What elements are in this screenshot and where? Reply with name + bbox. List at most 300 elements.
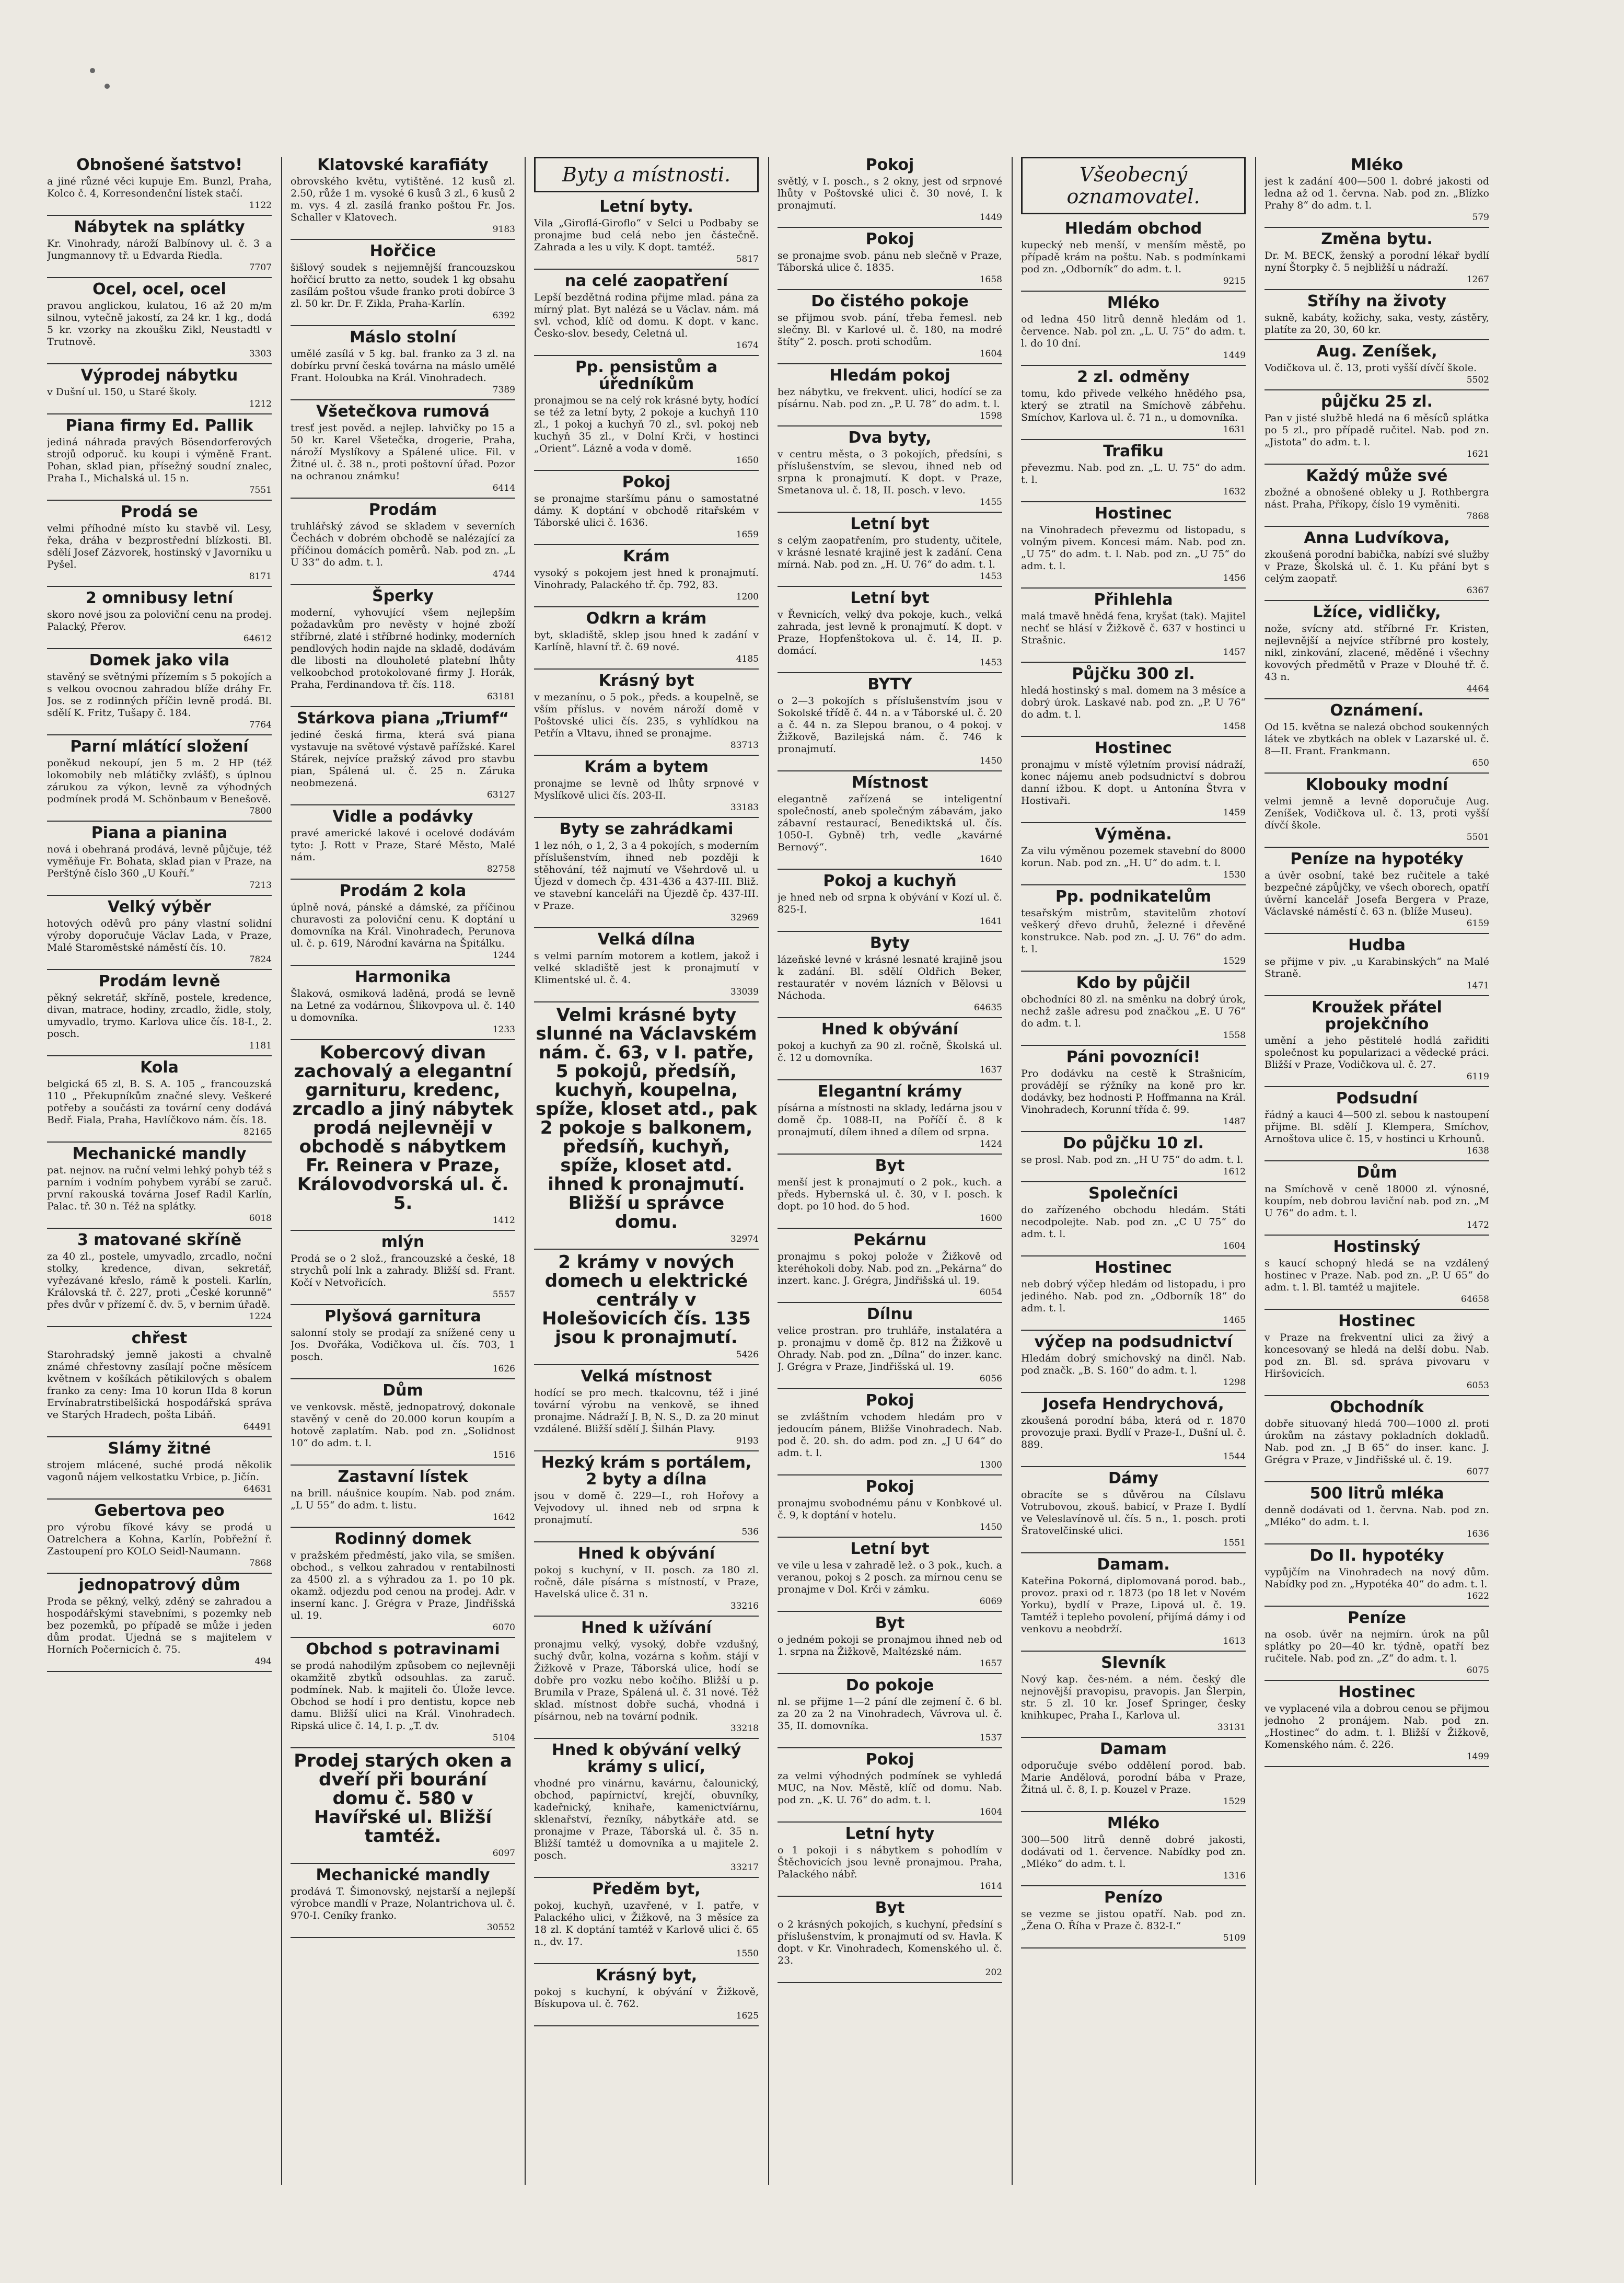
ad-body: Starohradský jemně jakosti a chvalně známé chřestovny zasílají počne měsícem květnem v košíkách pětikilových s obalem franko za ceny: Ima 10 korun IIda 8 korun Ervínabratrstibelšická hospodářská správa ve Starých Hradech, pošta Libáň. xyxy=(47,1349,272,1421)
classified-ad xyxy=(1265,231,1489,290)
classified-ad xyxy=(1021,1741,1246,1812)
ad-headline: Parní mlátící složení xyxy=(70,737,249,756)
classified-ad xyxy=(534,1006,759,1250)
classified-ad xyxy=(47,652,272,735)
ad-number: 4185 xyxy=(736,654,759,664)
ad-body: nl. se přijme 1—2 pání dle zejmení č. 6 bl. za 20 za 2 na Vinohradech, Vávrova ul. č. 35, II. domovníka. xyxy=(778,1696,1002,1732)
classified-ad xyxy=(47,1232,272,1327)
ad-headline: Hledám pokoj xyxy=(829,366,950,385)
ad-body: v mezanínu, o 5 pok., předs. a koupelně, se vším příslus. v novém nároží domě v Poštovské ulici čís. 235, s vyhlídkou na Petřín a Vltavu, ihned se pronajme. xyxy=(534,691,759,739)
ad-body: se pronajme staršímu pánu o samostatné dámy. K doptání v obchodě ritařském v Táborské ulici č. 1636. xyxy=(534,493,759,528)
ad-headline: Lžíce, vidličky, xyxy=(1313,603,1441,621)
ad-number: 1632 xyxy=(1223,487,1246,497)
ad-body: vysoký s pokojem jest hned k pronajmutí. Vinohrady, Palackého tř. čp. 792, 83. xyxy=(534,567,759,591)
ad-headline: Byty se zahrádkami xyxy=(559,820,734,838)
ad-body: nože, svícny atd. stříbrné Fr. Kristen, nejlevnější a nejvíce stříbrné pro kostely, nikl, zinkování, zlacené, měděné i všechny kovových předmětů v Praze v Dlouhé tř. č. 43 n. xyxy=(1265,623,1489,683)
ad-headline: Peníze xyxy=(1348,1609,1406,1627)
ad-body: do zařízeného obchodu hledám. Státi necodpolejte. Nab. pod zn. „C U 75“ do adm. t. l. xyxy=(1021,1204,1246,1240)
classified-ad xyxy=(1265,999,1489,1087)
ad-headline: Dílnu xyxy=(866,1305,913,1323)
ad-number: 1650 xyxy=(736,455,759,466)
ad-number: 1457 xyxy=(1223,647,1246,658)
ad-headline: Obchodník xyxy=(1330,1398,1424,1416)
ad-body: Dr. M. BECK, ženský a porodní lékař bydlí nyní Štorpky č. 5 nejbližší u nádraží. xyxy=(1265,250,1489,273)
classified-ad xyxy=(534,759,759,818)
ad-number: 1300 xyxy=(979,1460,1002,1470)
ad-number: 33218 xyxy=(730,1723,759,1734)
ad-headline: Byt xyxy=(875,1614,905,1632)
ad-body: Od 15. května se nalezá obchod soukenných látek ve zbytkách na oblek v Lazarské ul. č. 8—II. Frant. Frankmann. xyxy=(1265,721,1489,757)
ad-body: pokoj a kuchyň za 90 zl. ročně, Školská ul. č. 12 u domovníka. xyxy=(778,1040,1002,1064)
ad-body: 300—500 litrů denně dobré jakosti, dodávati od 1. července. Nabídky pod zn. „Mléko“ do adm. t. l. xyxy=(1021,1834,1246,1870)
classified-ad xyxy=(291,1469,515,1528)
ad-number: 64658 xyxy=(1460,1294,1489,1305)
classified-ad xyxy=(47,590,272,649)
ad-headline: Pokoj xyxy=(865,157,914,174)
ad-headline: Obchod s potravinami xyxy=(306,1640,500,1658)
classified-ad xyxy=(291,243,515,326)
ad-headline: Kobercový divan zachovalý a elegantní garnituru, kredenc, zrcadlo a jiný nábytek prodá nejlevněji v obchodě s nábytkem Fr. Reinera v Praze, Královodvorská ul. č. 5. xyxy=(292,1042,514,1214)
ad-headline: Damam. xyxy=(1097,1555,1170,1574)
ad-body: za velmi výhodných podmínek se vyhledá MUC, na Nov. Městě, klíč od domu. Nab. pod zn. „K. U. 76“ do adm. t. l. xyxy=(778,1770,1002,1806)
classified-ad xyxy=(534,1620,759,1739)
ad-body: na brill. náušnice koupím. Nab. pod znám. „L U 55“ do adm. t. listu. xyxy=(291,1488,515,1511)
ad-body: jsou v domě č. 229—I., roh Hořovy a Vejvodovy ul. ihned neb od srpna k pronajmutí. xyxy=(534,1490,759,1526)
ad-number: 33131 xyxy=(1217,1722,1246,1733)
ad-body: odporučuje svébo oddělení porod. bab. Marie Andělová, porodní bába v Praze, Žitná ul. č. 8, I. p. Kouzel v Praze. xyxy=(1021,1760,1246,1795)
ad-body: poněkud nekoupí, jen 5 m. 2 HP (též lokomobily neb mlátičky zvlášť), s úplnou zárukou za výkon, levně za výhodných podmínek prodá M. Schönbaum v Benešově. xyxy=(47,757,272,805)
ad-headline: Dámy xyxy=(1108,1469,1158,1488)
ad-number: 7389 xyxy=(492,385,515,395)
ad-body: elegantně zařízená se inteligentní společností, aneb společným zábavám, jako zábavní restaurací, Benediktská ul. čís. 1050-I. Gybně) trh, vedle „kavárné Bernový“. xyxy=(778,793,1002,853)
ad-number: 5502 xyxy=(1466,375,1489,385)
ad-body: neb dobrý výčep hledám od listopadu, i pro jediného. Nab. pod zn. „Odborník 18“ do adm. t. l. xyxy=(1021,1278,1246,1314)
ad-number: 5501 xyxy=(1466,832,1489,843)
ad-number: 6056 xyxy=(979,1374,1002,1384)
ad-body: o 2—3 pokojích s příslušenstvím jsou v Sokolské třídě č. 44 n. a v Táborské ul. č. 20 a č. 44 n. za Slepou branou, o 4 pokoj. v Žižkově, Bazilejská nám. č. 746 k pronajmutí. xyxy=(778,695,1002,755)
ad-body: byt, skladiště, sklep jsou hned k zadání v Karlíně, hlavní tř. č. 69 nové. xyxy=(534,629,759,653)
classified-ad xyxy=(778,1826,1002,1897)
ad-headline: Každý může své xyxy=(1306,467,1448,485)
ad-number: 1450 xyxy=(979,1522,1002,1532)
classified-ad xyxy=(534,673,759,756)
ad-headline: Kola xyxy=(140,1058,179,1077)
ad-headline: Damam xyxy=(1100,1740,1167,1758)
ad-number: 1600 xyxy=(979,1213,1002,1224)
ad-number: 6077 xyxy=(1466,1467,1489,1477)
ad-body: se přijme v piv. „u Karabinských“ na Malé Straně. xyxy=(1265,956,1489,979)
ad-number: 83713 xyxy=(730,740,759,751)
ad-number: 7824 xyxy=(249,954,272,965)
ad-number: 1537 xyxy=(979,1733,1002,1743)
ad-body: Lepší bezdětná rodina přijme mlad. pána za mírný plat. Byt nalézá se u Václav. nám. má svl. vchod, klíč od domu. K dopt. v kanc. Česko-slov. besedy, Celetná ul. xyxy=(534,292,759,339)
ad-body: denně dodávati od 1. června. Nab. pod zn. „Mléko“ do adm. t. l. xyxy=(1265,1504,1489,1528)
ad-headline: Pokoj xyxy=(865,1478,914,1496)
ad-headline: Mléko xyxy=(1107,1814,1160,1832)
ad-headline: Hned k obývání xyxy=(577,1544,715,1563)
ad-number: 1453 xyxy=(979,571,1002,582)
ad-number: 82165 xyxy=(243,1127,272,1137)
punch-mark xyxy=(105,84,110,89)
ad-number: 32969 xyxy=(730,913,759,923)
ad-body: obracíte se s důvěrou na Cílslavu Votrubovou, zkouš. babicí, v Praze I. Bydlí ve Veleslavínově ul. čís. 5 n., 1. posch. proti Šratovelčinské ulici. xyxy=(1021,1489,1246,1537)
ad-headline: Hostinec xyxy=(1095,1259,1172,1277)
ad-body: pronajmu v místě výletním provisí nádraží, konec nájemu aneb podsudnictví s dobrou danní ižbou. K dopt. u Antonína Štvra v Hostivaři. xyxy=(1021,759,1246,806)
ad-body: ve vile u lesa v zahradě lež. o 3 pok., kuch. a veranou, pokoj s 2 posch. za mírnou cenu se pronajme v Dol. Krči v zámku. xyxy=(778,1560,1002,1595)
classified-ad xyxy=(1021,505,1246,589)
ad-body: je hned neb od srpna k obývání v Kozí ul. č. 825-I. xyxy=(778,892,1002,915)
ad-number: 1598 xyxy=(979,411,1002,421)
ad-body: jediné česká firma, která svá piana vystavuje na světové výstavě pařížské. Karel Stárek, nejvíce pražský závod pro stavbu pian, Spálená ul. č. 25 n. Záruka neobmezená. xyxy=(291,729,515,789)
ad-headline: Slámy žitné xyxy=(108,1439,211,1458)
ad-number: 9215 xyxy=(1223,276,1246,286)
ad-number: 30552 xyxy=(486,1922,515,1933)
classified-ad xyxy=(1265,1239,1489,1310)
classified-ad xyxy=(291,588,515,707)
classified-ad xyxy=(1021,295,1246,366)
ad-headline: Společníci xyxy=(1088,1184,1178,1203)
ad-number: 1449 xyxy=(979,212,1002,223)
ad-number: 1641 xyxy=(979,916,1002,927)
ad-headline: Velká místnost xyxy=(581,1367,712,1386)
ad-body: Šlaková, osmiková laděná, prodá se levně na Letné za vodárnou, Šlikovpova ul. č. 140 u domovníka. xyxy=(291,988,515,1023)
ad-headline: Elegantní krámy xyxy=(817,1082,962,1101)
ad-body: Pro dodávku na cestě k Strašnicím, provádějí se rýžníky na koně pro kr. dodávky, bez hodnosti P. Hoffmanna na Král. Vinohradech, Korunní třída č. 99. xyxy=(1021,1068,1246,1115)
ad-headline: Máslo stolní xyxy=(349,328,457,347)
section-rubric: Byty a místnosti. xyxy=(534,157,759,192)
column-divider xyxy=(525,157,526,2185)
ad-body: vypůjčím na Vinohradech na nový dům. Nabídky pod zn. „Hypotéka 40“ do adm. t. l. xyxy=(1265,1566,1489,1590)
ad-number: 1659 xyxy=(736,529,759,540)
classified-ad xyxy=(1265,1313,1489,1396)
ad-body: kupecký neb menší, v menším městě, po případě krám na poštu. Nab. s podmínkami pod zn. „Odborník“ do adm. t. l. xyxy=(1021,239,1246,275)
classified-ad xyxy=(534,548,759,607)
ad-number: 6053 xyxy=(1466,1380,1489,1391)
ad-number: 1200 xyxy=(736,592,759,602)
ad-headline: Hledám obchod xyxy=(1064,220,1202,238)
ad-number: 7764 xyxy=(249,720,272,730)
ad-number: 33217 xyxy=(730,1862,759,1873)
ad-headline: Anna Ludvíkova, xyxy=(1304,529,1450,547)
ad-headline: jednopatrový dům xyxy=(78,1576,240,1594)
classified-ad xyxy=(534,1967,759,2026)
ad-headline: Trafiku xyxy=(1103,442,1164,460)
ad-number: 8171 xyxy=(249,571,272,582)
ad-number: 6392 xyxy=(492,310,515,321)
ad-body: pronajmou se na celý rok krásné byty, hodící se též za letní byty, 2 pokoje a kuchyň 110 zl., 1 pokoj a kuchyň 70 zl., svl. pokoj neb kuchyň 35 zl., v Dolní Krči, v hostinci „Orient“. Lázně a voda v domě. xyxy=(534,395,759,454)
ad-number: 1544 xyxy=(1223,1451,1246,1462)
ad-number: 64635 xyxy=(973,1002,1002,1013)
classified-ad xyxy=(1021,443,1246,502)
ad-headline: Hořčice xyxy=(369,242,436,260)
ad-body: pro výrobu fíkové kávy se prodá u Oatrelchera a Kohna, Karlín, Pobřežní ř. Zastoupení pro KOLO Seidl-Naumann. xyxy=(47,1521,272,1557)
classified-ad xyxy=(1265,1548,1489,1607)
ad-headline: mlýn xyxy=(381,1233,425,1251)
ad-headline: Stárkova piana „Triumf“ xyxy=(296,709,509,728)
classified-ad xyxy=(778,935,1002,1018)
ad-number: 1621 xyxy=(1466,449,1489,459)
classified-ad xyxy=(534,1881,759,1964)
classified-ad xyxy=(534,610,759,670)
ad-body: truhlářský závod se skladem v severních Čechách v dobrém obchodě se nalézající za příčinou domácích poměrů. Nab. pod zn. „L U 33“ do adm. t. l. xyxy=(291,521,515,568)
classified-ad xyxy=(534,931,759,1002)
ad-number: 1456 xyxy=(1223,573,1246,583)
ad-number: 494 xyxy=(254,1656,272,1667)
ad-headline: Hudba xyxy=(1348,936,1406,954)
ad-body: pěkný sekretář, skříně, postele, kredence, divan, matrace, hodiny, zrcadlo, židle, stoly, umyvadlo, trymo. Karlova ulice čís. 18-I., 2. posch. xyxy=(47,992,272,1040)
classified-ad xyxy=(1021,1049,1246,1132)
ad-headline: Pokoj xyxy=(865,1750,914,1769)
ad-headline: Josefa Hendrychová, xyxy=(1042,1395,1224,1413)
ad-number: 1558 xyxy=(1223,1030,1246,1041)
punch-mark xyxy=(90,68,95,73)
ad-headline: Slevník xyxy=(1101,1654,1166,1672)
ad-number: 1212 xyxy=(249,399,272,409)
ad-body: se pronajme svob. pánu neb slečně v Praze, Táborská ulice č. 1835. xyxy=(778,250,1002,273)
classified-ad xyxy=(1265,1684,1489,1767)
ad-number: 1614 xyxy=(979,1881,1002,1892)
ad-headline: Vidle a podávky xyxy=(332,808,473,826)
ad-body: belgická 65 zl, B. S. A. 105 „ francouzská 110 „ Překupníkům značné slevy. Veškeré potřeby a součásti za tovární ceny dodává Bedř. Fiala, Praha, Havlíčkovo nám. čís. 18. xyxy=(47,1078,272,1126)
ad-number: 1122 xyxy=(249,200,272,211)
ad-body: pravé americké lakové i ocelové dodávám tyto: J. Rott v Praze, Staré Město, Malé nám. xyxy=(291,827,515,863)
ad-number: 1181 xyxy=(249,1041,272,1051)
classified-ad xyxy=(1021,221,1246,292)
ad-body: úplně nová, pánské a dámské, za příčinou churavosti za poloviční cenu. K doptání u domovníka na Král. Vinohradech, Perunova ul. č. p. 619, Národní kavárna na Špitálku. xyxy=(291,902,515,949)
ad-number: 33039 xyxy=(730,987,759,997)
ad-number: 650 xyxy=(1472,758,1489,768)
classified-ad xyxy=(778,157,1002,228)
ad-headline: Pokoj a kuchyň xyxy=(823,872,957,890)
ad-headline: Kdo by půjčil xyxy=(1076,974,1191,992)
ad-headline: Hned k obývání velký krámy s ulicí, xyxy=(551,1741,741,1776)
ad-headline: Pokoj xyxy=(865,230,914,248)
ad-headline: BYTY xyxy=(867,675,912,694)
ad-body: se vezme se jistou opatří. Nab. pod zn. „Žena O. Říha v Praze č. 832-I.“ xyxy=(1021,1908,1246,1932)
ad-body: řádný a kauci 4—500 zl. sebou k nastoupení přijme. Bl. sdělí J. Klempera, Smíchov, Arnoštova ulice č. 15, v hostinci u Krhounů. xyxy=(1265,1109,1489,1145)
classified-ad xyxy=(1021,975,1246,1046)
ad-body: Prodá se o 2 slož., francouzské a české, 18 strychů polí lnk a zahrady. Bližší sd. Frant. Kočí v Netvořicích. xyxy=(291,1253,515,1288)
ad-headline: Všetečkova rumová xyxy=(316,402,490,421)
ad-headline: Do II. hypotéky xyxy=(1309,1547,1444,1565)
classified-ad xyxy=(291,809,515,880)
ad-headline: Podsudní xyxy=(1336,1089,1418,1108)
classified-ad xyxy=(534,1455,759,1542)
classified-ad xyxy=(1265,157,1489,228)
ad-headline: 3 matované skříně xyxy=(77,1231,242,1249)
classified-ad xyxy=(47,367,272,414)
classified-ad xyxy=(291,403,515,499)
ad-headline: Pokoj xyxy=(622,473,671,491)
classified-ad xyxy=(778,1021,1002,1080)
ad-body: hotových oděvů pro pány vlastní solidní výroby doporučuje Václav Lada, v Praze, Malé Staroměstské náměstí čís. 10. xyxy=(47,918,272,953)
ad-number: 6018 xyxy=(249,1213,272,1224)
ad-headline: Pokoj xyxy=(865,1391,914,1410)
ad-headline: Hostinec xyxy=(1095,504,1172,523)
ad-body: velmi příhodné místo ku stavbě vil. Lesy, řeka, dráha v bezprostřední blízkosti. Bl. sdělí Josef Zázvorek, hostinský v Javorníku u Pyšel. xyxy=(47,523,272,570)
classified-ad xyxy=(1021,740,1246,823)
ad-headline: Hned k obývání xyxy=(821,1020,959,1039)
ad-headline: Mléko xyxy=(1107,294,1160,312)
ad-body: pokoj s kuchyní, v II. posch. za 180 zl. ročně, dále písárna s místností, v Praze, Havelská ulice č. 31 n. xyxy=(534,1564,759,1600)
ad-body: pokoj, kuchyň, uzavřené, v I. patře, v Palackého ulici, v Žižkově, na 3 měsíce za 18 zl. K doptání tamtéž v Karlově ulici č. 65 n., dv. 17. xyxy=(534,1900,759,1947)
ad-body: zkoušená porodní babička, nabízí své služby v Praze, Školská ul. č. 1. Ku přání byt s celým zaopatř. xyxy=(1265,549,1489,584)
ad-headline: Hostinec xyxy=(1338,1312,1416,1330)
ad-headline: 2 krámy v nových domech u elektrické centrály v Holešovicích čís. 135 jsou k pronajmutí. xyxy=(542,1252,751,1348)
classified-ad xyxy=(47,973,272,1056)
newspaper-page xyxy=(47,157,1489,2185)
ad-headline: Prodej starých oken a dveří při bourání domu č. 580 v Havířské ul. Bližší tamtéž. xyxy=(294,1750,512,1847)
column-5 xyxy=(1021,157,1246,2185)
classified-ad xyxy=(778,1392,1002,1475)
ad-number: 1450 xyxy=(979,756,1002,766)
classified-ad xyxy=(47,899,272,970)
ad-body: sukně, kabáty, kožichy, saka, vesty, zástěry, platíte za 20, 30, 60 kr. xyxy=(1265,312,1489,336)
ad-headline: Krám xyxy=(623,547,670,566)
classified-ad xyxy=(778,231,1002,290)
ad-body: Kr. Vinohrady, nároží Balbínovy ul. č. 3 a Jungmannovy tř. u Edvarda Riedla. xyxy=(47,238,272,261)
ad-body: stavěný se světnými přízemím s 5 pokojích a s velkou ovocnou zahradou blíže dráhy Fr. Jos. se z rodinných příčin levně prodá. Bl. sdělí K. Fritz, Tušapy č. 184. xyxy=(47,671,272,719)
ad-number: 7551 xyxy=(249,485,272,495)
ad-headline: Odkrn a krám xyxy=(586,609,707,628)
classified-ad xyxy=(778,1677,1002,1748)
ad-body: šišlový soudek s nejjemnější francouzskou hořčicí brutto za netto, soudek 1 kg obsahu zasílám poštou všude franko proti dobírce 3 zl. 50 kr. Dr. F. Zikla, Praha-Karlín. xyxy=(291,262,515,309)
ad-body: od ledna 450 litrů denně hledám od 1. července. Nab. pol zn. „L. U. 75“ do adm. t. l. do 10 dní. xyxy=(1021,314,1246,349)
ad-headline: Hostinec xyxy=(1338,1683,1416,1701)
ad-number: 5817 xyxy=(736,254,759,264)
ad-number: 1298 xyxy=(1223,1377,1246,1388)
ad-number: 6119 xyxy=(1466,1071,1489,1082)
ad-number: 1459 xyxy=(1223,808,1246,818)
ad-body: salonní stoly se prodají za snížené ceny u Jos. Dvořáka, Vodičkova ul. čís. 703, 1 posch. xyxy=(291,1327,515,1363)
ad-headline: Mechanické mandly xyxy=(316,1866,490,1884)
classified-ad xyxy=(1021,1135,1246,1182)
classified-ad xyxy=(778,873,1002,932)
classified-ad xyxy=(534,821,759,928)
classified-ad xyxy=(47,157,272,216)
ad-headline: Obnošené šatstvo! xyxy=(76,157,242,174)
classified-ad xyxy=(778,1751,1002,1823)
ad-headline: Velká dílna xyxy=(597,930,695,949)
ad-headline: Plyšová garnitura xyxy=(324,1307,481,1325)
ad-number: 1244 xyxy=(492,950,515,961)
classified-ad xyxy=(778,775,1002,870)
ad-body: jest k zadání 400—500 l. dobré jakosti od ledna až od 1. června. Nab. pod zn. „Blízko Prahy 8“ do adm. t. l. xyxy=(1265,176,1489,211)
ad-number: 7707 xyxy=(249,262,272,273)
ad-body: v Praze na frekventní ulici za živý a koncesovaný se hledá na delší dobu. Nab. pod zn. Bl. sd. správa pivovaru v Hiršovicích. xyxy=(1265,1332,1489,1379)
ad-number: 1550 xyxy=(736,1948,759,1959)
classified-ad xyxy=(1021,889,1246,972)
classified-ad xyxy=(1265,851,1489,934)
ad-headline: Krásný byt xyxy=(598,672,694,690)
ad-headline: chřest xyxy=(131,1329,188,1347)
classified-ad xyxy=(291,883,515,966)
ad-headline: Do půjčku 10 zl. xyxy=(1063,1134,1204,1152)
ad-headline: Prodám levně xyxy=(98,972,221,990)
ad-number: 63181 xyxy=(486,691,515,702)
ad-headline: Hostinec xyxy=(1095,739,1172,757)
ad-body: s kaucí schopný hledá se na vzdálený hostinec v Praze. Nab. pod zn. „P. U 65“ do adm. t. l. Bl. tamtéž u majitele. xyxy=(1265,1258,1489,1293)
ad-number: 1453 xyxy=(979,658,1002,668)
ad-headline: Penízo xyxy=(1104,1888,1163,1907)
ad-number: 33183 xyxy=(730,802,759,813)
ad-number: 6159 xyxy=(1466,918,1489,929)
ad-headline: Letní hyty xyxy=(845,1825,935,1843)
classified-ad xyxy=(291,1308,515,1379)
ad-headline: Nábytek na splátky xyxy=(74,218,245,236)
ad-body: pronajmu svobodnému pánu v Konbkové ul. č. 9, k doptání v hotelu. xyxy=(778,1497,1002,1521)
ad-number: 9193 xyxy=(736,1436,759,1446)
ad-number: 1465 xyxy=(1223,1315,1246,1325)
classified-ad xyxy=(47,825,272,896)
ad-headline: Klatovské karafiáty xyxy=(317,157,489,174)
ad-number: 1625 xyxy=(736,2011,759,2021)
column-2 xyxy=(291,157,515,2185)
classified-ad xyxy=(291,1234,515,1305)
ad-body: tomu, kdo přivede velkého hnědého psa, který se ztratil na Smíchově zábřehu. Smíchov, Karlova ul. č. 71 n., u domovníka. xyxy=(1021,388,1246,423)
column-1 xyxy=(47,157,272,2185)
classified-ad xyxy=(778,676,1002,771)
ad-number: 64631 xyxy=(243,1484,272,1494)
classified-ad xyxy=(778,1900,1002,1983)
ad-body: tesařským mistrům, stavitelům zhotoví veškerý dřevo druhů, železné i dřevěné konstrukce. Nab. pod zn. „J. U. 76“ do adm. t. l. xyxy=(1021,907,1246,955)
ad-headline: Hezký krám s portálem, 2 byty a dílna xyxy=(541,1454,752,1489)
classified-ad xyxy=(778,430,1002,513)
classified-ad xyxy=(778,1232,1002,1303)
ad-number: 579 xyxy=(1472,212,1489,223)
ad-number: 5104 xyxy=(492,1733,515,1743)
classified-ad xyxy=(47,281,272,364)
ad-number: 6069 xyxy=(979,1596,1002,1607)
ad-number: 1316 xyxy=(1223,1871,1246,1881)
ad-number: 1622 xyxy=(1466,1591,1489,1601)
ad-headline: Rodinný domek xyxy=(334,1530,471,1548)
classified-ad xyxy=(778,293,1002,364)
ad-body: velice prostran. pro truhláře, instalatéra a p. pronajmu v domě čp. 812 na Žižkově u Ohrady. Nab. pod zn. „Dílna“ do inzer. kanc. J. Grégra v Praze, Jindřišská ul. 19. xyxy=(778,1325,1002,1373)
classified-ad xyxy=(1265,293,1489,340)
ad-headline: Dům xyxy=(382,1381,423,1400)
classified-ad xyxy=(1021,1470,1246,1553)
ad-headline: výčep na podsudnictví xyxy=(1034,1333,1233,1351)
section-rubric: Všeobecný oznamovatel. xyxy=(1021,157,1246,214)
classified-ad xyxy=(1265,1485,1489,1544)
ad-headline: Krásný byt, xyxy=(595,1966,698,1985)
ad-number: 1424 xyxy=(979,1139,1002,1149)
ad-number: 1604 xyxy=(1223,1241,1246,1251)
ad-headline: Aug. Zeníšek, xyxy=(1316,342,1437,361)
ad-number: 5109 xyxy=(1223,1933,1246,1943)
classified-ad xyxy=(778,1306,1002,1389)
column-divider xyxy=(1012,157,1013,2185)
classified-ad xyxy=(1265,530,1489,601)
ad-headline: Byty xyxy=(869,934,910,952)
ad-number: 6367 xyxy=(1466,585,1489,596)
ad-body: v Řevnicích, velký dva pokoje, kuch., velká zahrada, jest levně k pronajmutí. K dopt. v Praze, Hopfenštokova ul. č. 14, II. p. domácí. xyxy=(778,609,1002,656)
classified-ad xyxy=(291,710,515,805)
ad-headline: Výměna. xyxy=(1095,825,1172,844)
ad-body: pokoj s kuchyní, k obývání v Žižkově, Bískupova ul. č. 762. xyxy=(534,1986,759,2010)
classified-ad xyxy=(47,219,272,278)
ad-body: Vila „Giroflá-Giroflo“ v Selci u Podbaby se pronajme bud celá nebo jen částečně. Zahrada a les u vily. K dopt. tamtéž. xyxy=(534,217,759,253)
ad-body: pravou anglickou, kulatou, 16 až 20 m/m silnou, vytečně jakostí, za 24 kr. 1 kg., dodá 5 kr. vzorky na zkoušku Zikl, Neustadtl v Trutnově. xyxy=(47,300,272,348)
ad-body: na Smíchově v ceně 18000 zl. výnosné, koupím, neb dobrou laviční nab. pod zn. „M U 76“ do adm. t. l. xyxy=(1265,1183,1489,1219)
column-3 xyxy=(534,157,759,2185)
ad-headline: Peníze na hypotéky xyxy=(1290,850,1464,868)
ad-headline: Změna bytu. xyxy=(1321,230,1433,248)
classified-ad xyxy=(778,1541,1002,1612)
ad-body: a jiné různé věci kupuje Em. Bunzl, Praha, Kolco č. 4, Korresondenční lístek stačí. xyxy=(47,176,272,199)
ad-number: 1233 xyxy=(492,1024,515,1035)
